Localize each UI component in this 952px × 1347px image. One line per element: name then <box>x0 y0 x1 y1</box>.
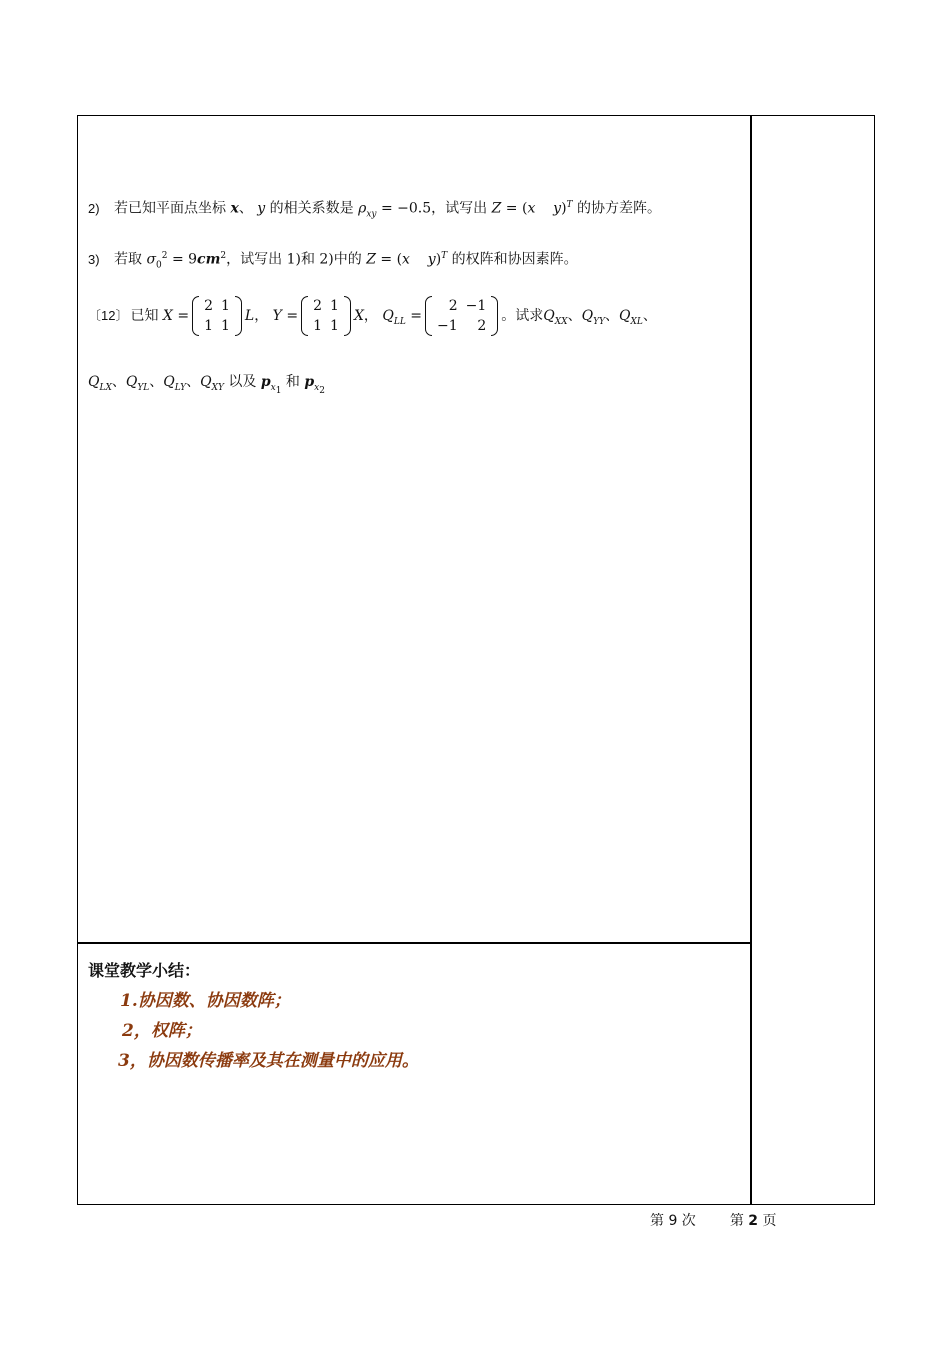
summary-title: 课堂教学小结： <box>88 961 201 980</box>
summary-item: 3，协因数传播率及其在测量中的应用。 <box>118 1051 419 1071</box>
lesson-table <box>77 115 875 1205</box>
row-divider <box>77 942 751 944</box>
problem-number: 3) <box>88 251 100 267</box>
page-number: 2 <box>748 1213 759 1229</box>
matrix-x-l: 2 1 1 1 <box>192 296 242 336</box>
session-number: 第 9 次 <box>650 1213 696 1229</box>
summary-item: 1.协因数、协因数阵； <box>120 991 291 1011</box>
problem-number: 2) <box>88 200 100 216</box>
summary-item: 2，权阵； <box>122 1021 202 1041</box>
matrix-y-x: 2 1 1 1 <box>301 296 351 336</box>
page-footer: 第 9 次 第 2 页 <box>650 1213 777 1229</box>
problem-number: 〔12〕 <box>88 308 129 323</box>
problem-12-line2: $Q_{LX}$、$Q_{YL}$、$Q_{LY}$、$Q_{XY}$ 以及 $p_{x_1}$ 和 $p_{x_2}$ <box>88 374 325 396</box>
problem-12: 〔12〕 已知 X = 2 1 1 1 L， Y = 2 1 1 1 X， $Q_{LL}$ = 2 −1 −1 2 。试求$Q_{XX}$、$Q_{YY}$、$Q_{XL}$、 <box>88 298 657 334</box>
matrix-q-ll: 2 −1 −1 2 <box>425 296 498 336</box>
problem-3: 3) 若取 $\sigma_0^2 = 9cm^2$，试写出 1)和 2)中的 Z = (x y)$^T$ 的权阵和协因素阵。 <box>88 251 578 271</box>
problem-2: 2) 若已知平面点坐标 x、 y 的相关系数是 $\rho_{xy} = -0.5$，试写出 Z = (x y)$^T$ 的协方差阵。 <box>88 200 662 220</box>
column-divider <box>750 115 752 1205</box>
